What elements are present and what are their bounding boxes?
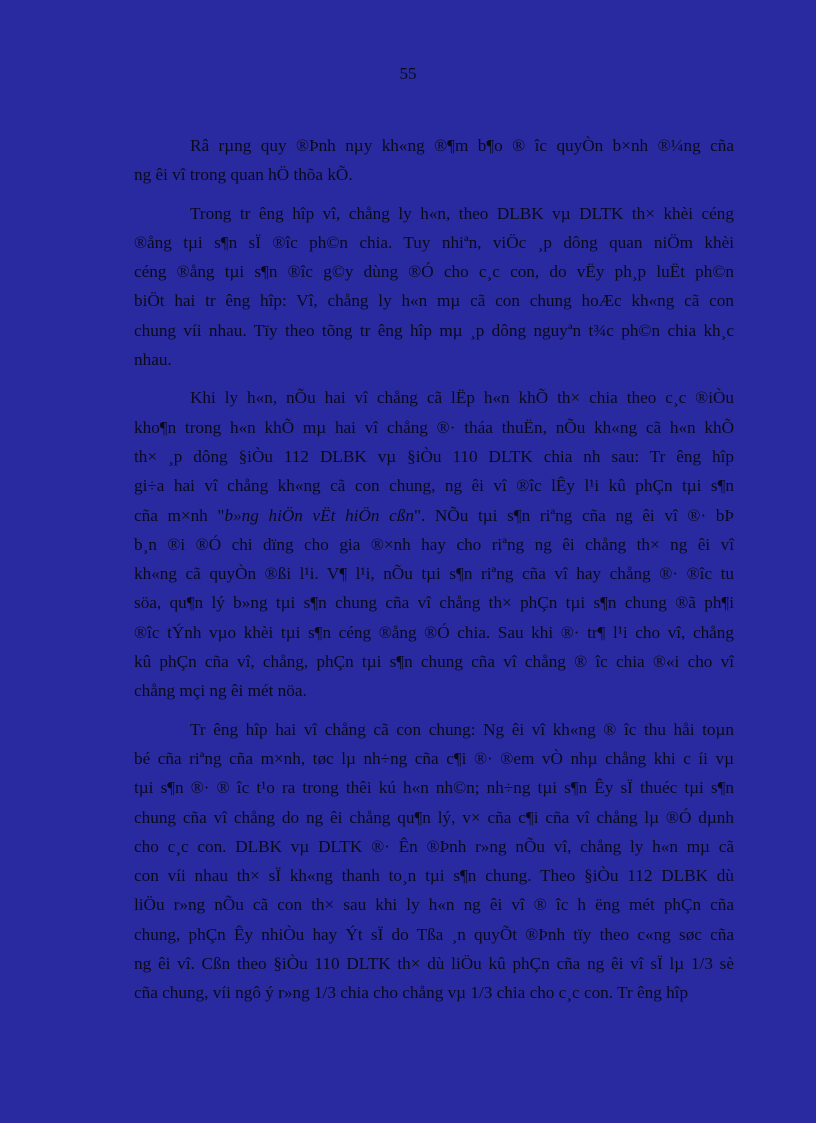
text-line: kho¶n trong h«n khÕ mµ hai vî chång ®· tháa thuËn, nÕu kh«ng cã h«n khÕ (134, 417, 734, 437)
text-line: Trong tr êng hîp vî, chång ly h«n, theo DLBK vµ DLTK th× khèi céng (190, 203, 734, 223)
text-line: ng êi vî. Cßn theo §iÒu 110 DLTK th× dù liÖu kû phÇn cña ng êi vî sÏ lµ 1/3 sè (134, 954, 734, 974)
text-line: céng ®ång tµi s¶n ®îc g©y dùng ®Ó cho c¸c con, do vËy ph¸p luËt ph©n (134, 262, 734, 282)
text-line: Khi ly h«n, nÕu hai vî chång cã lËp h«n khÕ th× chia theo c¸c ®iÒu (190, 388, 734, 408)
text-line: ®îc tÝnh vµo khèi tµi s¶n céng ®ång ®Ó chia. Sau khi ®· tr¶ l¹i cho vî, chång (134, 622, 734, 642)
body-text (134, 131, 734, 1017)
text-line: liÖu r»ng nÕu cã con th× sau khi ly h«n ng êi vî ® îc h ëng mét phÇn cña (134, 895, 734, 915)
text-line: chung, phÇn Êy nhiÒu hay Ýt sÏ do Tßa ¸n quyÕt ®Þnh tïy theo c«ng søc cña (134, 924, 734, 944)
paragraph (134, 715, 734, 1008)
text-line: th× ¸p dông §iÒu 112 DLBK vµ §iÒu 110 DLTK chia nh sau: Tr êng hîp (134, 446, 734, 466)
text-line: nhau. (134, 350, 172, 370)
paragraph (134, 383, 734, 705)
text-line: b¸n ®i ®Ó chi dïng cho gia ®×nh hay cho riªng ng êi chång th× ng êi vî (134, 534, 734, 554)
text-line: cña m×nh "b»ng hiÖn vËt hiÖn cßn". NÕu tµi s¶n riªng cña ng êi vî ®· bÞ (134, 505, 734, 525)
text-line: con víi nhau th× sÏ kh«ng thanh to¸n tµi s¶n chung. Theo §iÒu 112 DLBK dù (134, 866, 734, 886)
text-line: ®ång tµi s¶n sÏ ®îc ph©n chia. Tuy nhiªn, viÖc ¸p dông quan niÖm khèi (134, 232, 734, 252)
text-line: chung cña vî chång do ng êi chång qu¶n lý, v× cña c¶i cña vî chång lµ ®Ó dµnh (134, 807, 734, 827)
text-line: kû phÇn cña vî, chång, phÇn tµi s¶n chung cña vî chång ® îc chia ®«i cho vî (134, 652, 734, 672)
text-line: Râ rµng quy ®Þnh nµy kh«ng ®¶m b¶o ® îc quyÒn b×nh ®¼ng cña (190, 136, 734, 155)
text-line: ng êi vî trong quan hÖ thõa kÕ. (134, 165, 353, 185)
text-line: kh«ng cã quyÒn ®ßi l¹i. V¶ l¹i, nÕu tµi s¶n riªng cña vî hay chång ®· ®îc tu (134, 564, 734, 584)
text-line: cña chung, víi ngô ý r»ng 1/3 chia cho chång vµ 1/3 chia cho c¸c con. Tr êng hîp (134, 983, 689, 1003)
paragraph (134, 199, 734, 375)
text-line: bé cña riªng cña m×nh, tøc lµ nh÷ng cña c¶i ®· ®em vÒ nhµ chång khi c íi vµ (134, 748, 734, 768)
paragraph (134, 131, 734, 190)
text-line: chång mçi ng êi mét nöa. (134, 681, 307, 701)
text-line: gi÷a hai vî chång kh«ng cã con chung, ng êi vî ®îc lÊy l¹i kû phÇn tµi s¶n (134, 476, 734, 496)
text-line: Tr êng hîp hai vî chång cã con chung: Ng êi vî kh«ng ® îc thu håi toµn (190, 719, 734, 739)
text-line: tµi s¶n ®· ® îc t¹o ra trong thêi kú h«n nh©n; nh÷ng tµi s¶n Êy sÏ thuéc tµi s¶n (134, 778, 734, 798)
text-line: chung víi nhau. Tïy theo tõng tr êng hîp mµ ¸p dông nguyªn t¾c ph©n chia kh¸c (134, 320, 734, 340)
text-line: biÖt hai tr êng hîp: Vî, chång ly h«n mµ cã con chung hoÆc kh«ng cã con (134, 291, 734, 311)
text-line: cho c¸c con. DLBK vµ DLTK ®· Ên ®Þnh r»ng nÕu vî, chång ly h«n mµ cã (134, 836, 734, 856)
page-number: 55 (399, 64, 417, 83)
text-line: söa, qu¶n lý b»ng tµi s¶n chung cña vî chång th× phÇn tµi s¶n chung ®ã ph¶i (134, 593, 734, 613)
